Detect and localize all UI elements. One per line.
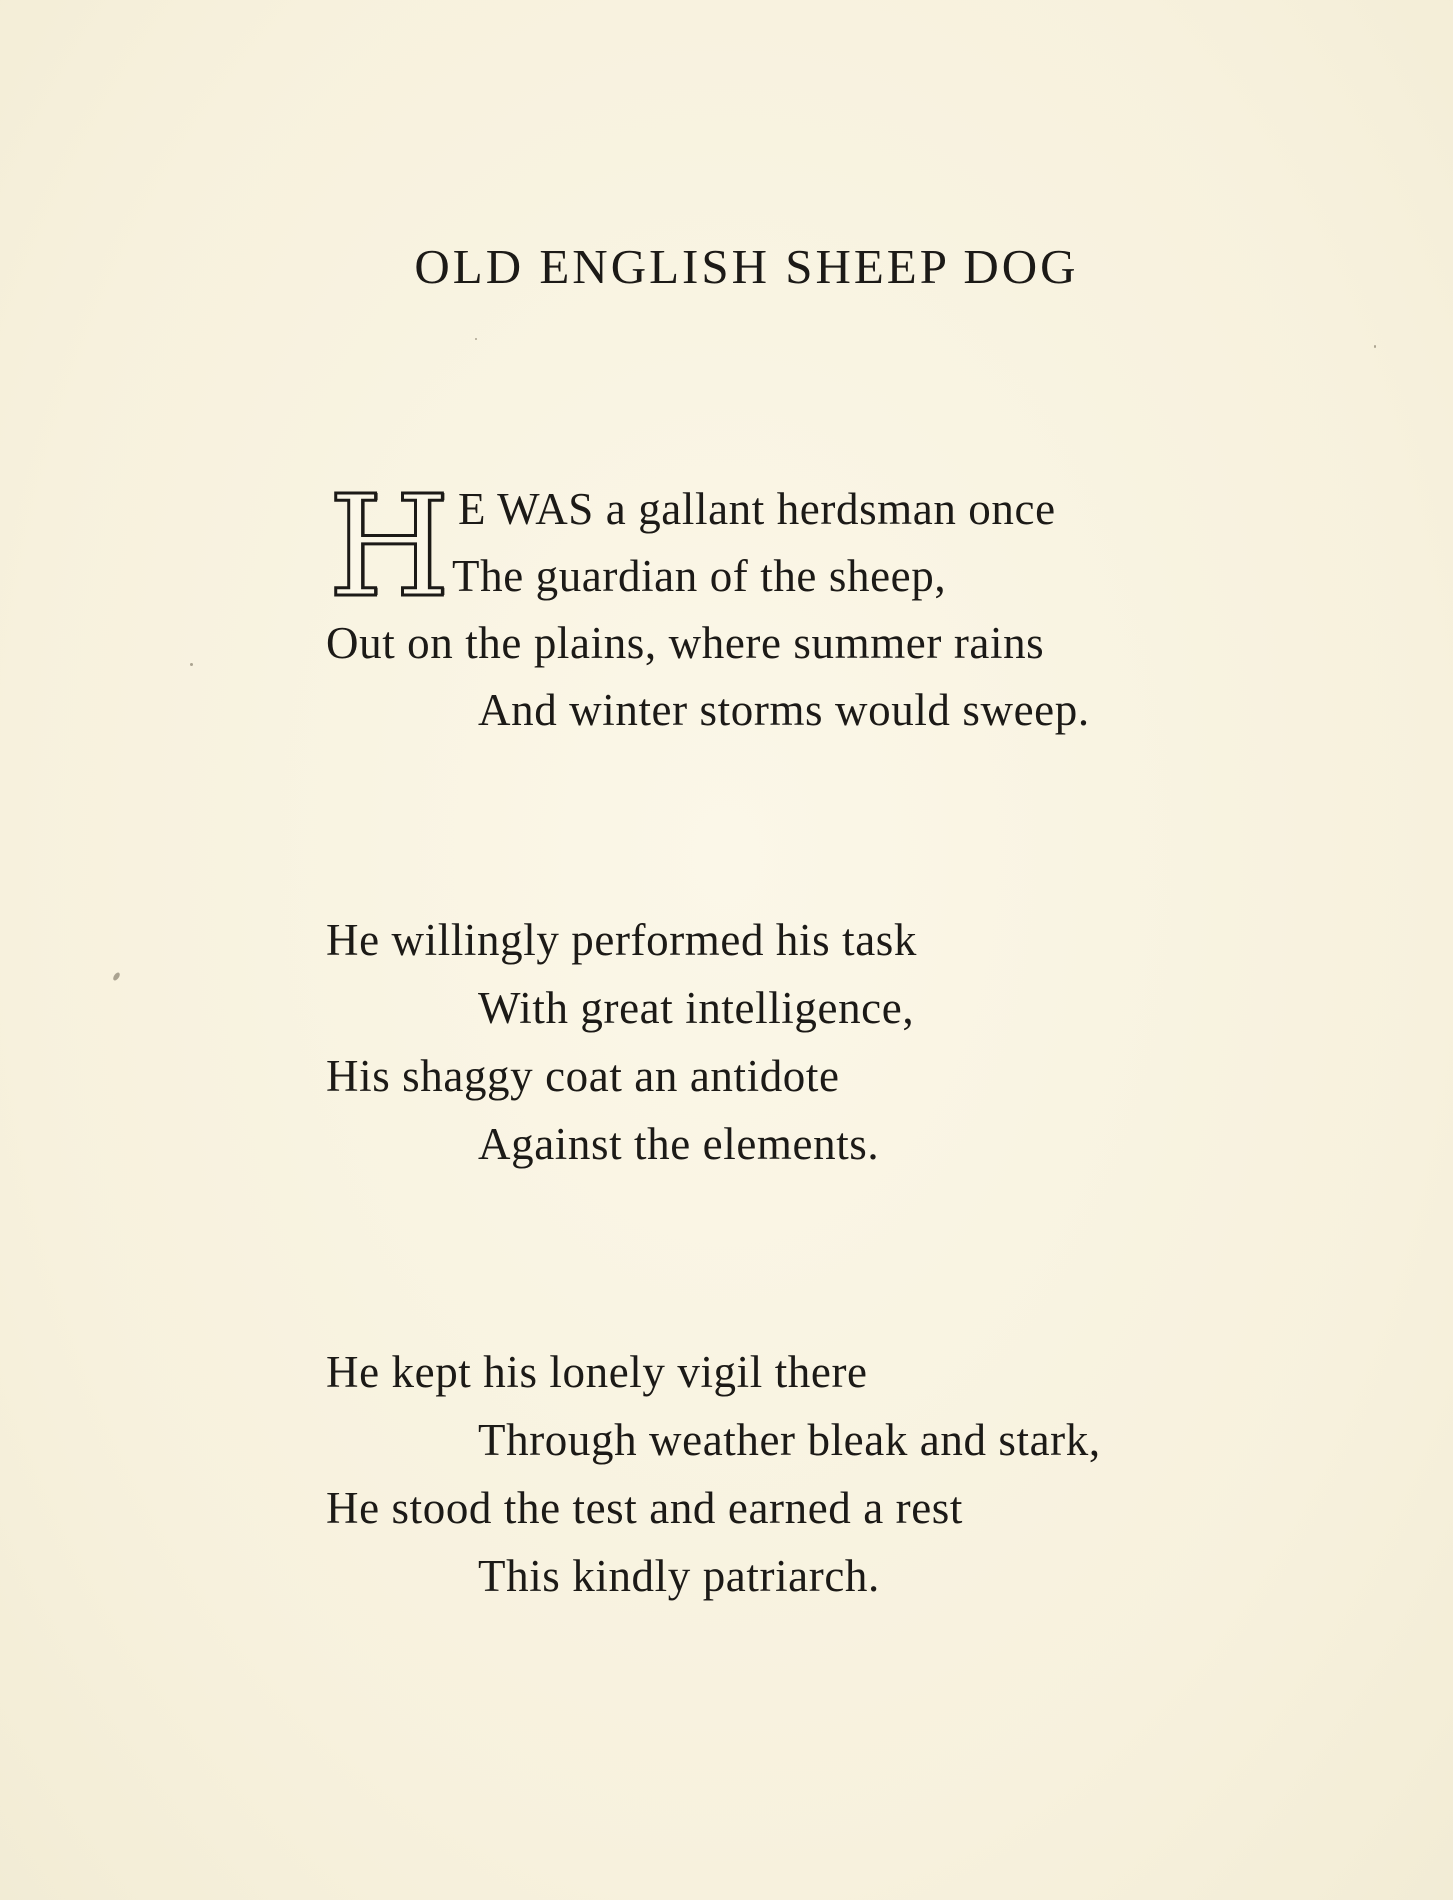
paper-speck (1374, 345, 1376, 348)
stanza-2-line-4: Against the elements. (478, 1119, 880, 1169)
stanza-2-line-2: With great intelligence, (478, 983, 915, 1033)
stanza-3-line-4: This kindly patriarch. (478, 1551, 880, 1601)
paper-speck (190, 663, 193, 666)
stanza-2-line-1: He willingly performed his task (326, 915, 917, 965)
poem-title: OLD ENGLISH SHEEP DOG (414, 239, 1079, 294)
stanza-1-line-1: E WAS a gallant herdsman once (458, 484, 1056, 534)
paper-speck (112, 971, 121, 981)
stanza-3-line-1: He kept his lonely vigil there (326, 1347, 868, 1397)
stanza-3-line-2: Through weather bleak and stark, (478, 1415, 1101, 1465)
stanza-2-line-3: His shaggy coat an antidote (326, 1051, 840, 1101)
drop-cap-letter: H (328, 466, 451, 629)
stanza-1-line-3: Out on the plains, where summer rains (326, 618, 1045, 668)
stanza-3-line-3: He stood the test and earned a rest (326, 1483, 964, 1533)
paper-speck (475, 338, 477, 340)
stanza-1-line-2: The guardian of the sheep, (452, 551, 947, 601)
stanza-1-line-4: And winter storms would sweep. (478, 685, 1090, 735)
